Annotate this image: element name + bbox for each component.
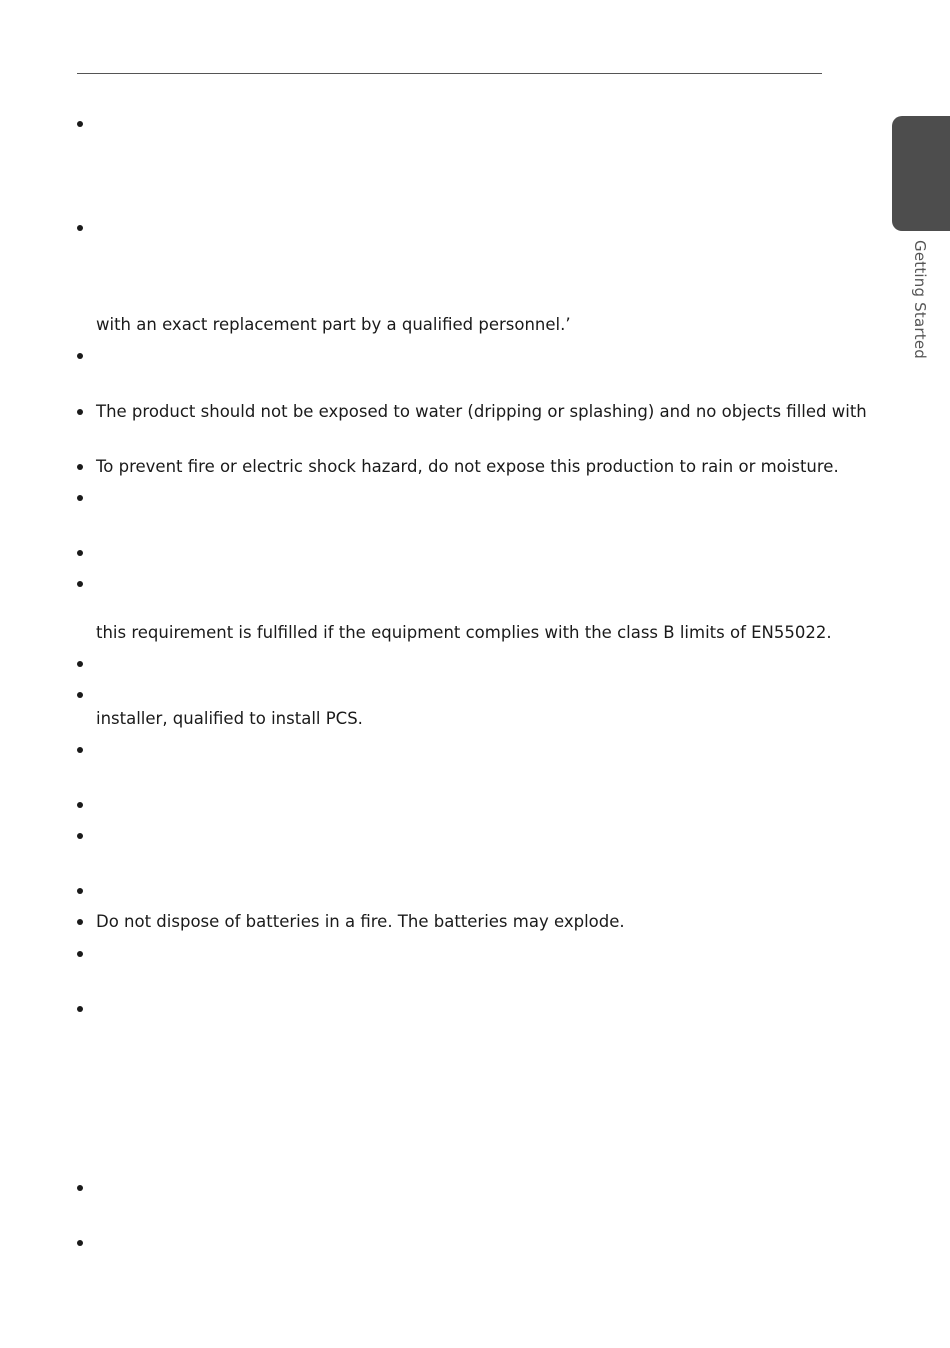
list-bullet	[77, 1240, 83, 1246]
list-bullet	[77, 1006, 83, 1012]
list-bullet	[77, 550, 83, 556]
list-bullet	[77, 833, 83, 839]
list-bullet	[77, 353, 83, 359]
text-line-fire-shock: To prevent fire or electric shock hazard, do not expose this production to rain or moisture.	[96, 457, 839, 476]
list-bullet	[77, 225, 83, 231]
list-bullet	[77, 747, 83, 753]
list-bullet	[77, 121, 83, 127]
list-bullet	[77, 409, 83, 415]
text-line-replacement-part: with an exact replacement part by a qualified personnel.’	[96, 315, 571, 334]
chapter-label: Getting Started	[911, 240, 929, 359]
list-bullet	[77, 464, 83, 470]
text-line-water-exposure: The product should not be exposed to water (dripping or splashing) and no objects filled with	[96, 402, 867, 421]
list-bullet	[77, 951, 83, 957]
text-line-batteries: Do not dispose of batteries in a fire. The batteries may explode.	[96, 912, 625, 931]
list-bullet	[77, 661, 83, 667]
header-rule	[77, 73, 822, 74]
list-bullet	[77, 581, 83, 587]
list-bullet	[77, 888, 83, 894]
list-bullet	[77, 495, 83, 501]
text-line-installer: installer, qualified to install PCS.	[96, 709, 363, 728]
chapter-tab	[892, 116, 950, 231]
list-bullet	[77, 802, 83, 808]
list-bullet	[77, 1185, 83, 1191]
list-bullet	[77, 692, 83, 698]
list-bullet	[77, 919, 83, 925]
text-line-class-b: this requirement is fulfilled if the equipment complies with the class B limits of EN55022.	[96, 623, 832, 642]
